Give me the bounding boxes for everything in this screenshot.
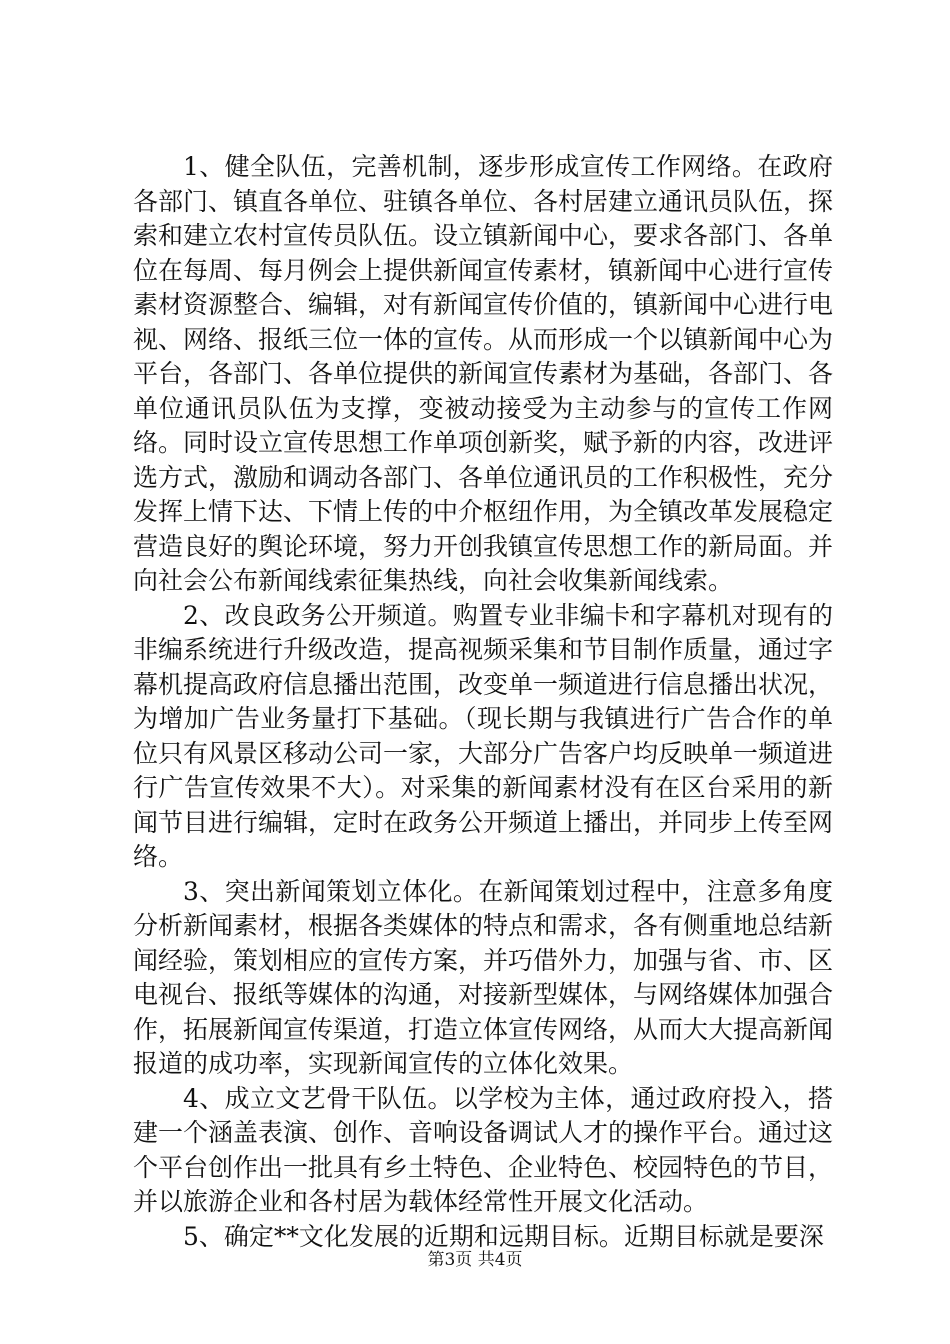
paragraph-2: 2、改良政务公开频道。购置专业非编卡和字幕机对现有的非编系统进行升级改造，提高视频采集和节目制作质量，通过字幕机提高政府信息播出范围，改变单一频道进行信息播出状况，为增加广告业务量打下基础。（现长期与我镇进行广告合作的单位只有风景区移动公司一家，大部分广告客户均反映单一频道进行广告宣传效果不大）。对采集的新闻素材没有在区台采用的新闻节目进行编辑，定时在政务公开频道上播出，并同步上传至网络。 — [133, 600, 834, 871]
page-footer: 第3页 共4页 — [427, 1250, 523, 1270]
paragraph-4: 4、成立文艺骨干队伍。以学校为主体，通过政府投入，搭建一个涵盖表演、创作、音响设备调试人才的操作平台。通过这个平台创作出一批具有乡土特色、企业特色、校园特色的节目，并以旅游企业和各村居为载体经常性开展文化活动。 — [133, 1083, 834, 1216]
document-body — [133, 150, 833, 1254]
paragraph-5: 5、确定**文化发展的近期和远期目标。近期目标就是要深 — [183, 1221, 824, 1251]
paragraph-1: 1、健全队伍，完善机制，逐步形成宣传工作网络。在政府各部门、镇直各单位、驻镇各单位、各村居建立通讯员队伍，探索和建立农村宣传员队伍。设立镇新闻中心，要求各部门、各单位在每周、每月例会上提供新闻宣传素材，镇新闻中心进行宣传素材资源整合、编辑，对有新闻宣传价值的，镇新闻中心进行电视、网络、报纸三位一体的宣传。从而形成一个以镇新闻中心为平台，各部门、各单位提供的新闻宣传素材为基础，各部门、各单位通讯员队伍为支撑，变被动接受为主动参与的宣传工作网络。同时设立宣传思想工作单项创新奖，赋予新的内容，改进评选方式，激励和调动各部门、各单位通讯员的工作积极性，充分发挥上情下达、下情上传的中介枢纽作用，为全镇改革发展稳定营造良好的舆论环境，努力开创我镇宣传思想工作的新局面。并向社会公布新闻线索征集热线，向社会收集新闻线索。 — [133, 152, 834, 595]
paragraph-3: 3、突出新闻策划立体化。在新闻策划过程中，注意多角度分析新闻素材，根据各类媒体的特点和需求，各有侧重地总结新闻经验，策划相应的宣传方案，并巧借外力，加强与省、市、区电视台、报纸等媒体的沟通，对接新型媒体，与网络媒体加强合作，拓展新闻宣传渠道，打造立体宣传网络，从而大大提高新闻报道的成功率，实现新闻宣传的立体化效果。 — [133, 876, 834, 1078]
